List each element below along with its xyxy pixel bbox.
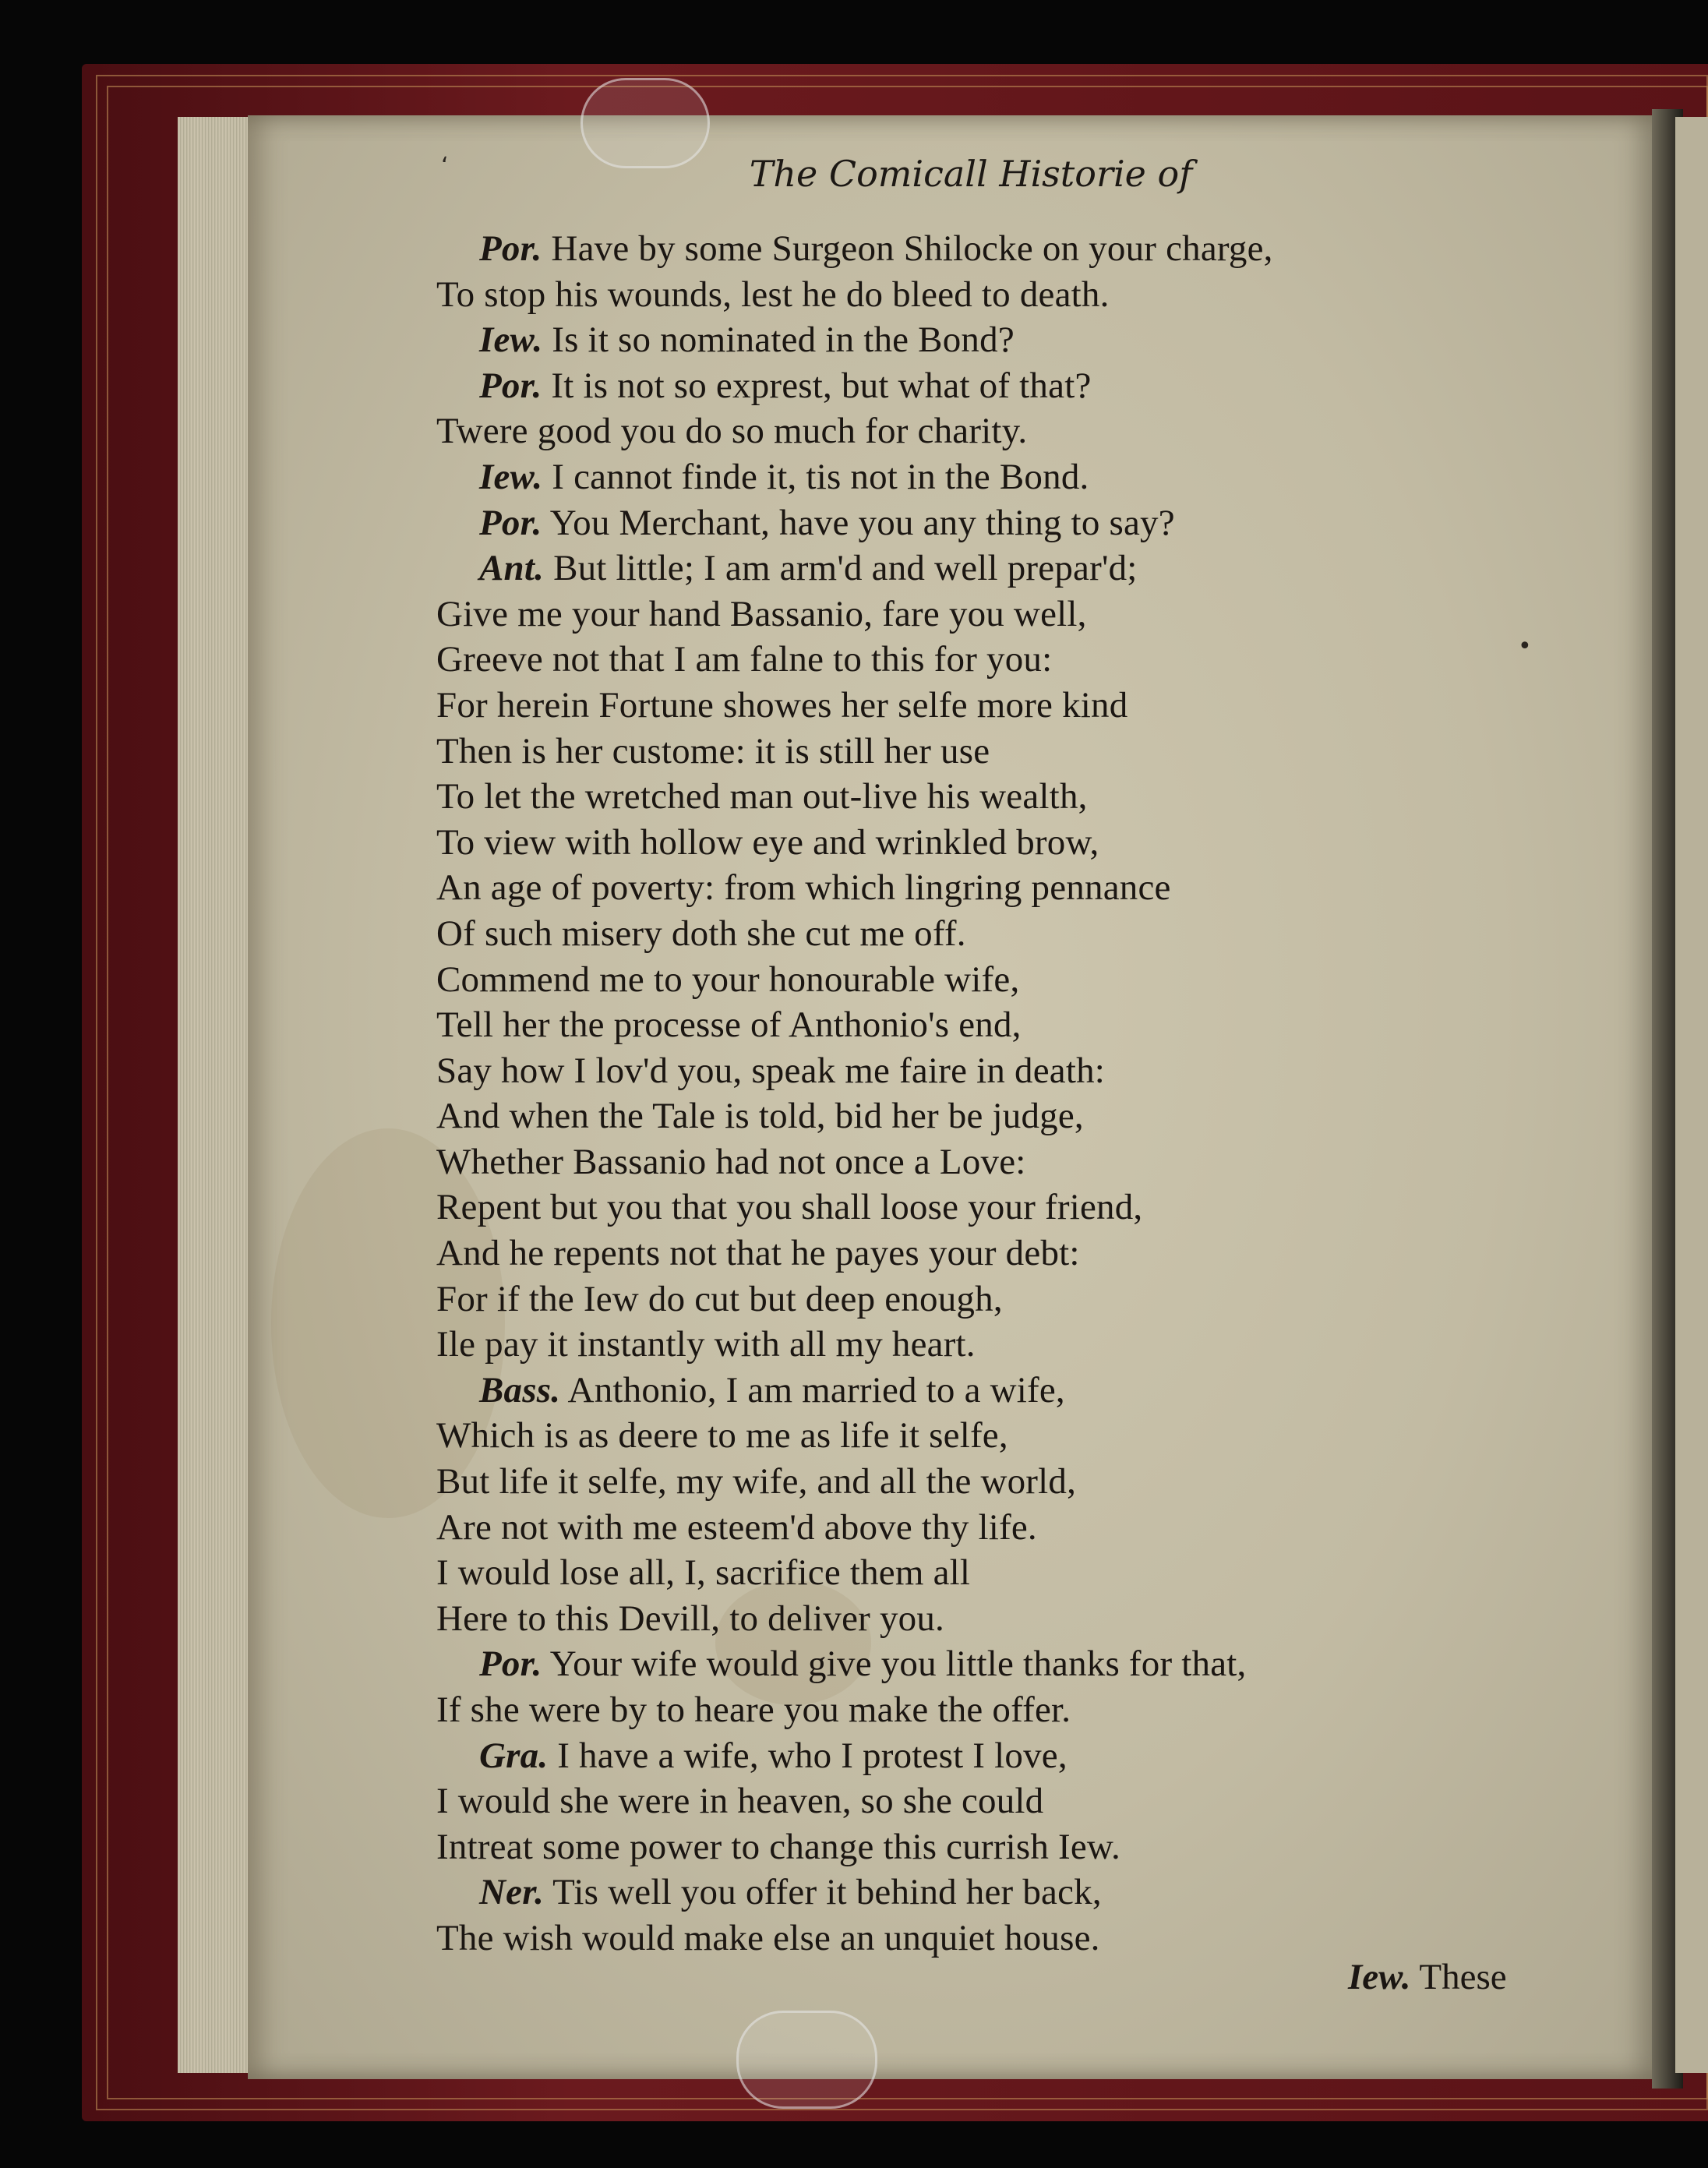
- line-text: But life it selfe, my wife, and all the world,: [436, 1461, 1077, 1502]
- text-line: [436, 1641, 1652, 1687]
- line-text: For if the Iew do cut but deep enough,: [436, 1278, 1003, 1319]
- line-text: I cannot finde it, tis not in the Bond.: [552, 456, 1089, 497]
- line-text: I have a wife, who I protest I love,: [557, 1735, 1068, 1776]
- text-line: [436, 1596, 1652, 1642]
- line-text: For herein Fortune showes her selfe more kind: [436, 684, 1128, 726]
- text-line: [436, 957, 1652, 1003]
- text-line: [436, 1322, 1652, 1368]
- line-text: Whether Bassanio had not once a Love:: [436, 1141, 1026, 1182]
- line-text: Intreat some power to change this currish Iew.: [436, 1826, 1120, 1867]
- line-text: Ile pay it instantly with all my heart.: [436, 1324, 976, 1365]
- line-text: To stop his wounds, lest he do bleed to death.: [436, 274, 1110, 315]
- text-line: [436, 865, 1652, 911]
- line-text: Which is as deere to me as life it selfe,: [436, 1415, 1008, 1457]
- line-text: You Merchant, have you any thing to say?: [549, 502, 1175, 543]
- catchword-text: These: [1419, 1957, 1507, 1997]
- text-line: [436, 1276, 1652, 1322]
- stray-mark: ‘: [441, 153, 449, 180]
- line-text: Commend me to your honourable wife,: [436, 959, 1020, 1000]
- page-clip-bottom: [736, 2011, 877, 2109]
- text-line: [436, 1093, 1652, 1139]
- text-line: [436, 820, 1652, 866]
- line-text: If she were by to heare you make the offer.: [436, 1690, 1071, 1730]
- line-text: Of such misery doth she cut me off.: [436, 913, 966, 954]
- text-line: [436, 1368, 1652, 1414]
- text-line: [436, 1550, 1652, 1596]
- speaker-prefix: Por.: [479, 502, 542, 543]
- line-text: But little; I am arm'd and well prepar'd;: [553, 548, 1138, 589]
- speaker-prefix: Ant.: [479, 548, 545, 589]
- speaker-prefix: Iew.: [479, 456, 543, 497]
- line-text: Twere good you do so much for charity.: [436, 411, 1028, 452]
- text-line: [436, 1185, 1652, 1231]
- text-line: [436, 1733, 1652, 1779]
- text-line: [436, 911, 1652, 957]
- text-line: [436, 683, 1652, 729]
- ink-spot: •: [1518, 633, 1532, 660]
- text-line: [436, 500, 1652, 546]
- line-text: Have by some Surgeon Shilocke on your charge,: [551, 228, 1273, 269]
- line-text: Your wife would give you little thanks for that,: [549, 1644, 1247, 1685]
- text-line: [436, 1916, 1652, 1961]
- line-text: Give me your hand Bassanio, fare you well,: [436, 593, 1087, 634]
- speaker-prefix: Bass.: [479, 1369, 561, 1411]
- text-line: [436, 1139, 1652, 1185]
- running-head: The Comicall Historie of: [749, 153, 1193, 195]
- text-line: [436, 774, 1652, 820]
- text-line: [436, 454, 1652, 500]
- line-text: The wish would make else an unquiet house.: [436, 1917, 1100, 1958]
- line-text: Tell her the processe of Anthonio's end,: [436, 1005, 1022, 1046]
- line-text: To view with hollow eye and wrinkled brow,: [436, 821, 1099, 863]
- facing-page-edge: [1675, 117, 1708, 2073]
- text-line: [436, 1687, 1652, 1733]
- text-line: [436, 1413, 1652, 1459]
- line-text: Tis well you offer it behind her back,: [552, 1872, 1102, 1913]
- text-line: [436, 408, 1652, 454]
- text-line: [436, 317, 1652, 363]
- catchword-speaker: Iew.: [1348, 1957, 1411, 1997]
- text-line: [436, 1824, 1652, 1870]
- line-text: Say how I lov'd you, speak me faire in death:: [436, 1050, 1106, 1091]
- line-text: It is not so exprest, but what of that?: [551, 365, 1092, 406]
- text-line: [436, 1231, 1652, 1276]
- text-line: [436, 546, 1652, 591]
- text-block: [436, 226, 1652, 1961]
- line-text: And he repents not that he payes your debt:: [436, 1233, 1080, 1274]
- text-line: [436, 591, 1652, 637]
- speaker-prefix: Por.: [479, 1644, 542, 1685]
- text-line: [436, 1870, 1652, 1916]
- line-text: I would she were in heaven, so she could: [436, 1781, 1044, 1822]
- text-line: [436, 272, 1652, 318]
- speaker-prefix: Ner.: [479, 1872, 545, 1913]
- line-text: Is it so nominated in the Bond?: [552, 320, 1015, 361]
- catchword: [1348, 1956, 1507, 1998]
- speaker-prefix: Por.: [479, 365, 542, 406]
- text-line: [436, 363, 1652, 409]
- line-text: Then is her custome: it is still her use: [436, 730, 990, 772]
- text-line: [436, 1505, 1652, 1551]
- line-text: Are not with me esteem'd above thy life.: [436, 1506, 1037, 1548]
- text-line: [436, 1778, 1652, 1824]
- line-text: Anthonio, I am married to a wife,: [567, 1369, 1065, 1411]
- speaker-prefix: Iew.: [479, 320, 543, 361]
- line-text: Repent but you that you shall loose your friend,: [436, 1187, 1143, 1228]
- text-line: [436, 637, 1652, 683]
- text-line: [436, 1002, 1652, 1048]
- line-text: Greeve not that I am falne to this for you:: [436, 639, 1053, 680]
- speaker-prefix: Por.: [479, 228, 542, 269]
- text-line: [436, 226, 1652, 272]
- text-line: [436, 729, 1652, 775]
- speaker-prefix: Gra.: [479, 1735, 549, 1776]
- text-line: [436, 1048, 1652, 1094]
- line-text: Here to this Devill, to deliver you.: [436, 1598, 945, 1639]
- text-line: [436, 1459, 1652, 1505]
- line-text: An age of poverty: from which lingring pennance: [436, 867, 1171, 909]
- line-text: And when the Tale is told, bid her be judge,: [436, 1096, 1084, 1137]
- line-text: To let the wretched man out-live his wealth,: [436, 776, 1088, 817]
- line-text: I would lose all, I, sacrifice them all: [436, 1552, 971, 1594]
